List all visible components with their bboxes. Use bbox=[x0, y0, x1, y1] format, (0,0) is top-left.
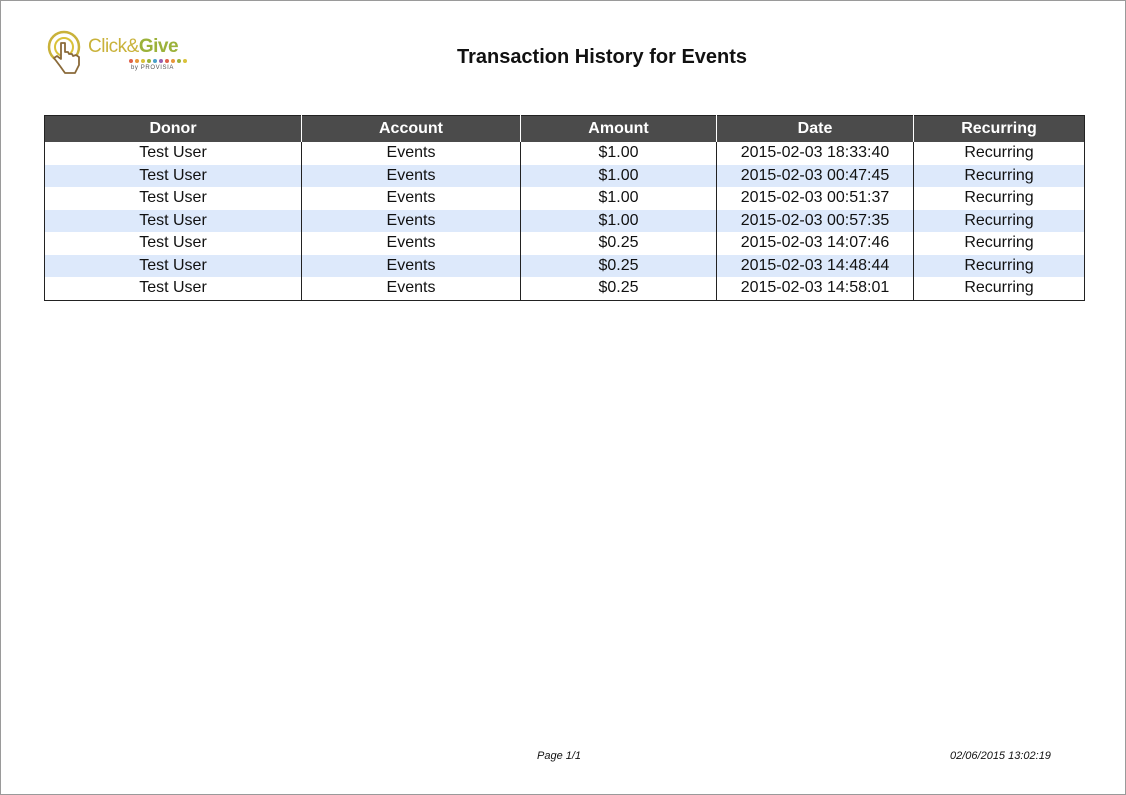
account-cell: Events bbox=[302, 165, 521, 188]
recurring-cell: Recurring bbox=[964, 279, 1034, 297]
recurring-cell: Recurring bbox=[964, 234, 1034, 252]
donor-cell: Test User bbox=[45, 142, 302, 165]
column-header-date: Date bbox=[717, 116, 914, 143]
recurring-cell: Recurring bbox=[964, 144, 1034, 162]
donor-cell: Test User bbox=[45, 277, 302, 300]
date-cell: 2015-02-03 14:07:46 bbox=[717, 232, 914, 255]
logo-ampersand: & bbox=[126, 36, 139, 57]
donor-cell: Test User bbox=[45, 210, 302, 233]
recurring-cell: Recurring bbox=[964, 189, 1034, 207]
account-cell: Events bbox=[302, 255, 521, 278]
logo-byline: by PROVISIA bbox=[131, 65, 174, 71]
amount-cell: $1.00 bbox=[521, 142, 717, 165]
table-row bbox=[45, 255, 1085, 278]
amount-cell: $1.00 bbox=[521, 210, 717, 233]
column-header-donor: Donor bbox=[45, 116, 302, 143]
account-cell: Events bbox=[302, 210, 521, 233]
account-cell: Events bbox=[302, 187, 521, 210]
recurring-cell: Recurring bbox=[914, 255, 1085, 278]
report-title: Transaction History for Events bbox=[456, 46, 748, 68]
account-cell: Events bbox=[302, 232, 521, 255]
account-cell: Events bbox=[302, 142, 521, 165]
amount-cell: $0.25 bbox=[521, 255, 717, 278]
table-row bbox=[45, 187, 1085, 210]
table-row bbox=[45, 277, 1085, 300]
date-cell: 2015-02-03 14:58:01 bbox=[717, 277, 914, 300]
table-header-row bbox=[45, 116, 1085, 143]
page-number: Page 1/1 bbox=[537, 750, 582, 762]
amount-cell: $0.25 bbox=[521, 232, 717, 255]
recurring-cell: Recurring bbox=[914, 210, 1085, 233]
date-cell: 2015-02-03 14:48:44 bbox=[717, 255, 914, 278]
column-header-account: Account bbox=[302, 116, 521, 143]
date-cell: 2015-02-03 00:57:35 bbox=[717, 210, 914, 233]
recurring-cell: Recurring bbox=[914, 165, 1085, 188]
logo-word-give: Give bbox=[138, 36, 179, 57]
column-header-recurring: Recurring bbox=[914, 116, 1085, 143]
date-cell: 2015-02-03 18:33:40 bbox=[717, 142, 914, 165]
table-row bbox=[45, 165, 1085, 188]
amount-cell: $0.25 bbox=[521, 277, 717, 300]
column-header-amount: Amount bbox=[521, 116, 717, 143]
transactions-table bbox=[44, 115, 1085, 301]
account-cell: Events bbox=[302, 277, 521, 300]
table-row bbox=[45, 142, 1085, 165]
amount-cell: $1.00 bbox=[521, 165, 717, 188]
donor-cell: Test User bbox=[45, 187, 302, 210]
table-row bbox=[45, 232, 1085, 255]
amount-cell: $1.00 bbox=[521, 187, 717, 210]
logo-word-click: Click bbox=[88, 36, 127, 57]
table-row bbox=[45, 210, 1085, 233]
donor-cell: Test User bbox=[45, 255, 302, 278]
date-cell: 2015-02-03 00:47:45 bbox=[717, 165, 914, 188]
donor-cell: Test User bbox=[45, 232, 302, 255]
generated-timestamp: 02/06/2015 13:02:19 bbox=[950, 750, 1051, 762]
date-cell: 2015-02-03 00:51:37 bbox=[717, 187, 914, 210]
donor-cell: Test User bbox=[45, 165, 302, 188]
